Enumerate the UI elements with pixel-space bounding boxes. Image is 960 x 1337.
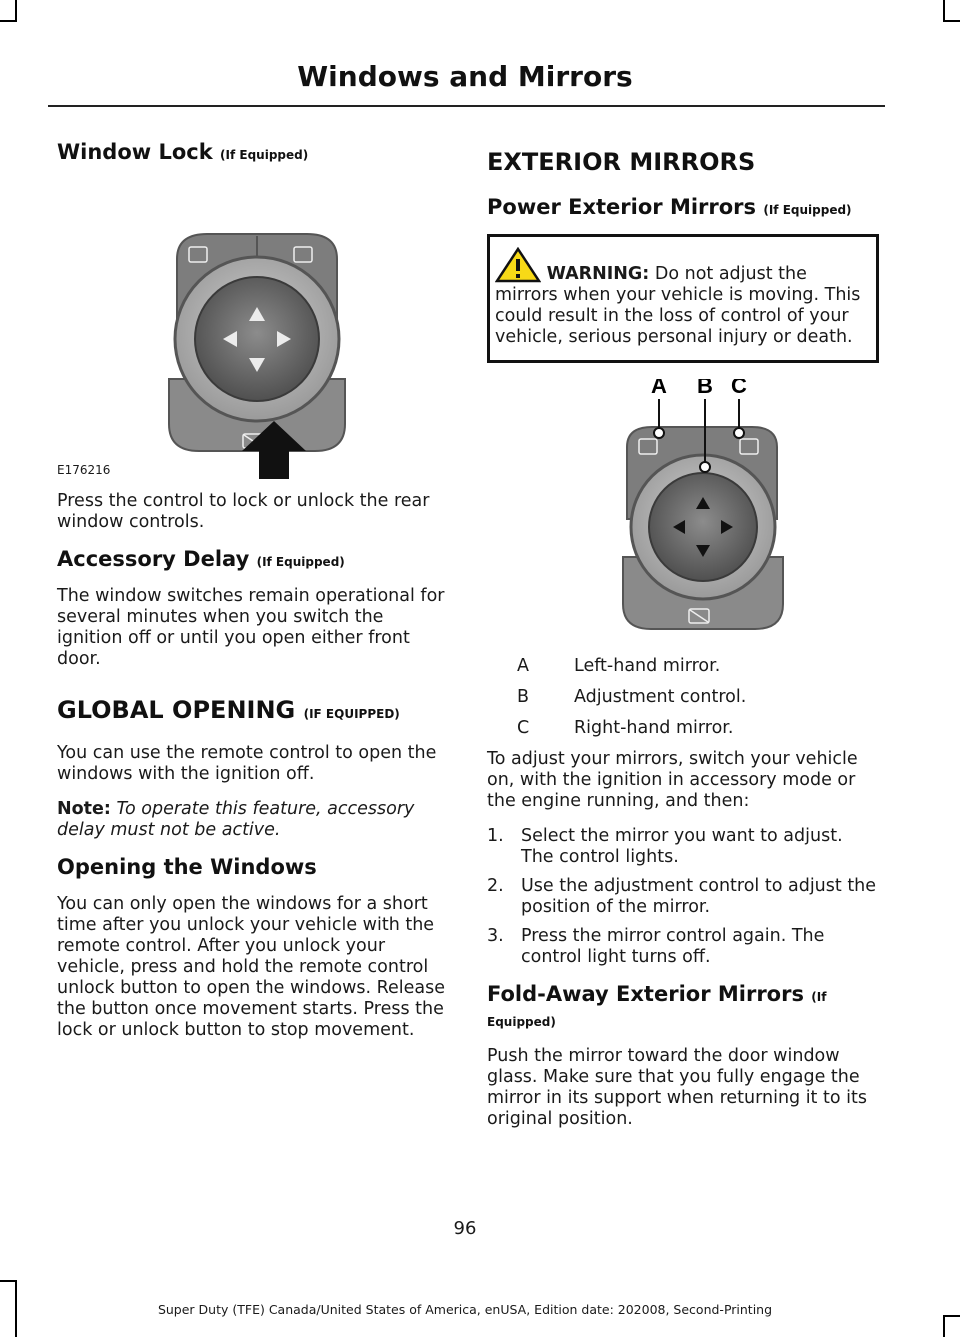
callout-legend — [517, 656, 879, 739]
legend-row: C Right-hand mirror. — [517, 717, 734, 738]
accessory-delay-body: The window switches remain operational for several minutes when you switch the ignition off or until you open either front door. — [57, 586, 445, 670]
page-number: 96 — [453, 1218, 477, 1239]
global-opening-heading: GLOBAL OPENING (IF EQUIPPED) — [57, 696, 400, 725]
fold-away-heading: Fold-Away Exterior Mirrors (If Equipped) — [487, 981, 827, 1030]
callout-c: C — [731, 378, 747, 398]
legend-row: A Left-hand mirror. — [517, 655, 721, 676]
global-opening-body: You can use the remote control to open the windows with the ignition off. — [57, 743, 437, 785]
window-lock-body: Press the control to lock or unlock the rear window controls. — [57, 491, 430, 533]
right-column — [487, 140, 879, 1144]
opening-windows-heading: Opening the Windows — [57, 855, 317, 880]
list-item: 2. Use the adjustment control to adjust the position of the mirror. — [487, 875, 877, 917]
door-switch-illustration — [57, 179, 449, 479]
crop-mark — [943, 0, 945, 22]
global-opening-note: Note: To operate this feature, accessory delay must not be active. — [57, 799, 415, 841]
window-lock-figure — [57, 179, 449, 479]
page-footer: Super Duty (TFE) Canada/United States of America, enUSA, Edition date: 202008, Second-Printing — [157, 1302, 773, 1317]
opening-windows-body: You can only open the windows for a short time after you unlock your vehicle with the remote control. After you unlock your vehicle, press and hold the remote control unlock button to open the windows. Release the button once movement starts. Press the lock or unlock button to stop movement. — [57, 894, 446, 1041]
callout-a: A — [651, 378, 667, 398]
mirror-steps-list — [487, 826, 879, 968]
crop-mark — [943, 1315, 945, 1337]
page-header-title: Windows and Mirrors — [297, 60, 633, 93]
legend-row: B Adjustment control. — [517, 686, 747, 707]
crop-mark — [15, 0, 17, 22]
warning-triangle-icon — [495, 247, 541, 283]
callout-b: B — [697, 378, 713, 398]
power-mirrors-heading: Power Exterior Mirrors (If Equipped) — [487, 194, 852, 219]
crop-mark — [943, 1315, 960, 1317]
warning-box: WARNING: Do not adjust the mirrors when your vehicle is moving. This could result in the loss of control of your vehicle, serious personal injury or death. — [487, 234, 879, 363]
left-column — [57, 140, 449, 1055]
mirror-adjust-intro: To adjust your mirrors, switch your vehicle on, with the ignition in accessory mode or the engine running, and then: — [487, 748, 858, 811]
crop-mark — [0, 20, 17, 22]
list-item: 3. Press the mirror control again. The control light turns off. — [487, 925, 825, 967]
mirror-control-illustration — [487, 379, 879, 644]
header-divider — [48, 105, 885, 107]
crop-mark — [0, 1280, 17, 1282]
crop-mark — [943, 20, 960, 22]
exterior-mirrors-heading: EXTERIOR MIRRORS — [487, 148, 756, 176]
accessory-delay-heading: Accessory Delay (If Equipped) — [57, 547, 345, 572]
window-lock-heading: Window Lock (If Equipped) — [57, 140, 309, 164]
figure-code: E176216 — [57, 463, 111, 478]
mirror-control-figure — [487, 379, 879, 644]
list-item: 1. Select the mirror you want to adjust. The control lights. — [487, 825, 843, 867]
fold-away-body: Push the mirror toward the door window glass. Make sure that you fully engage the mirror in its support when returning it to its original position. — [487, 1046, 867, 1130]
